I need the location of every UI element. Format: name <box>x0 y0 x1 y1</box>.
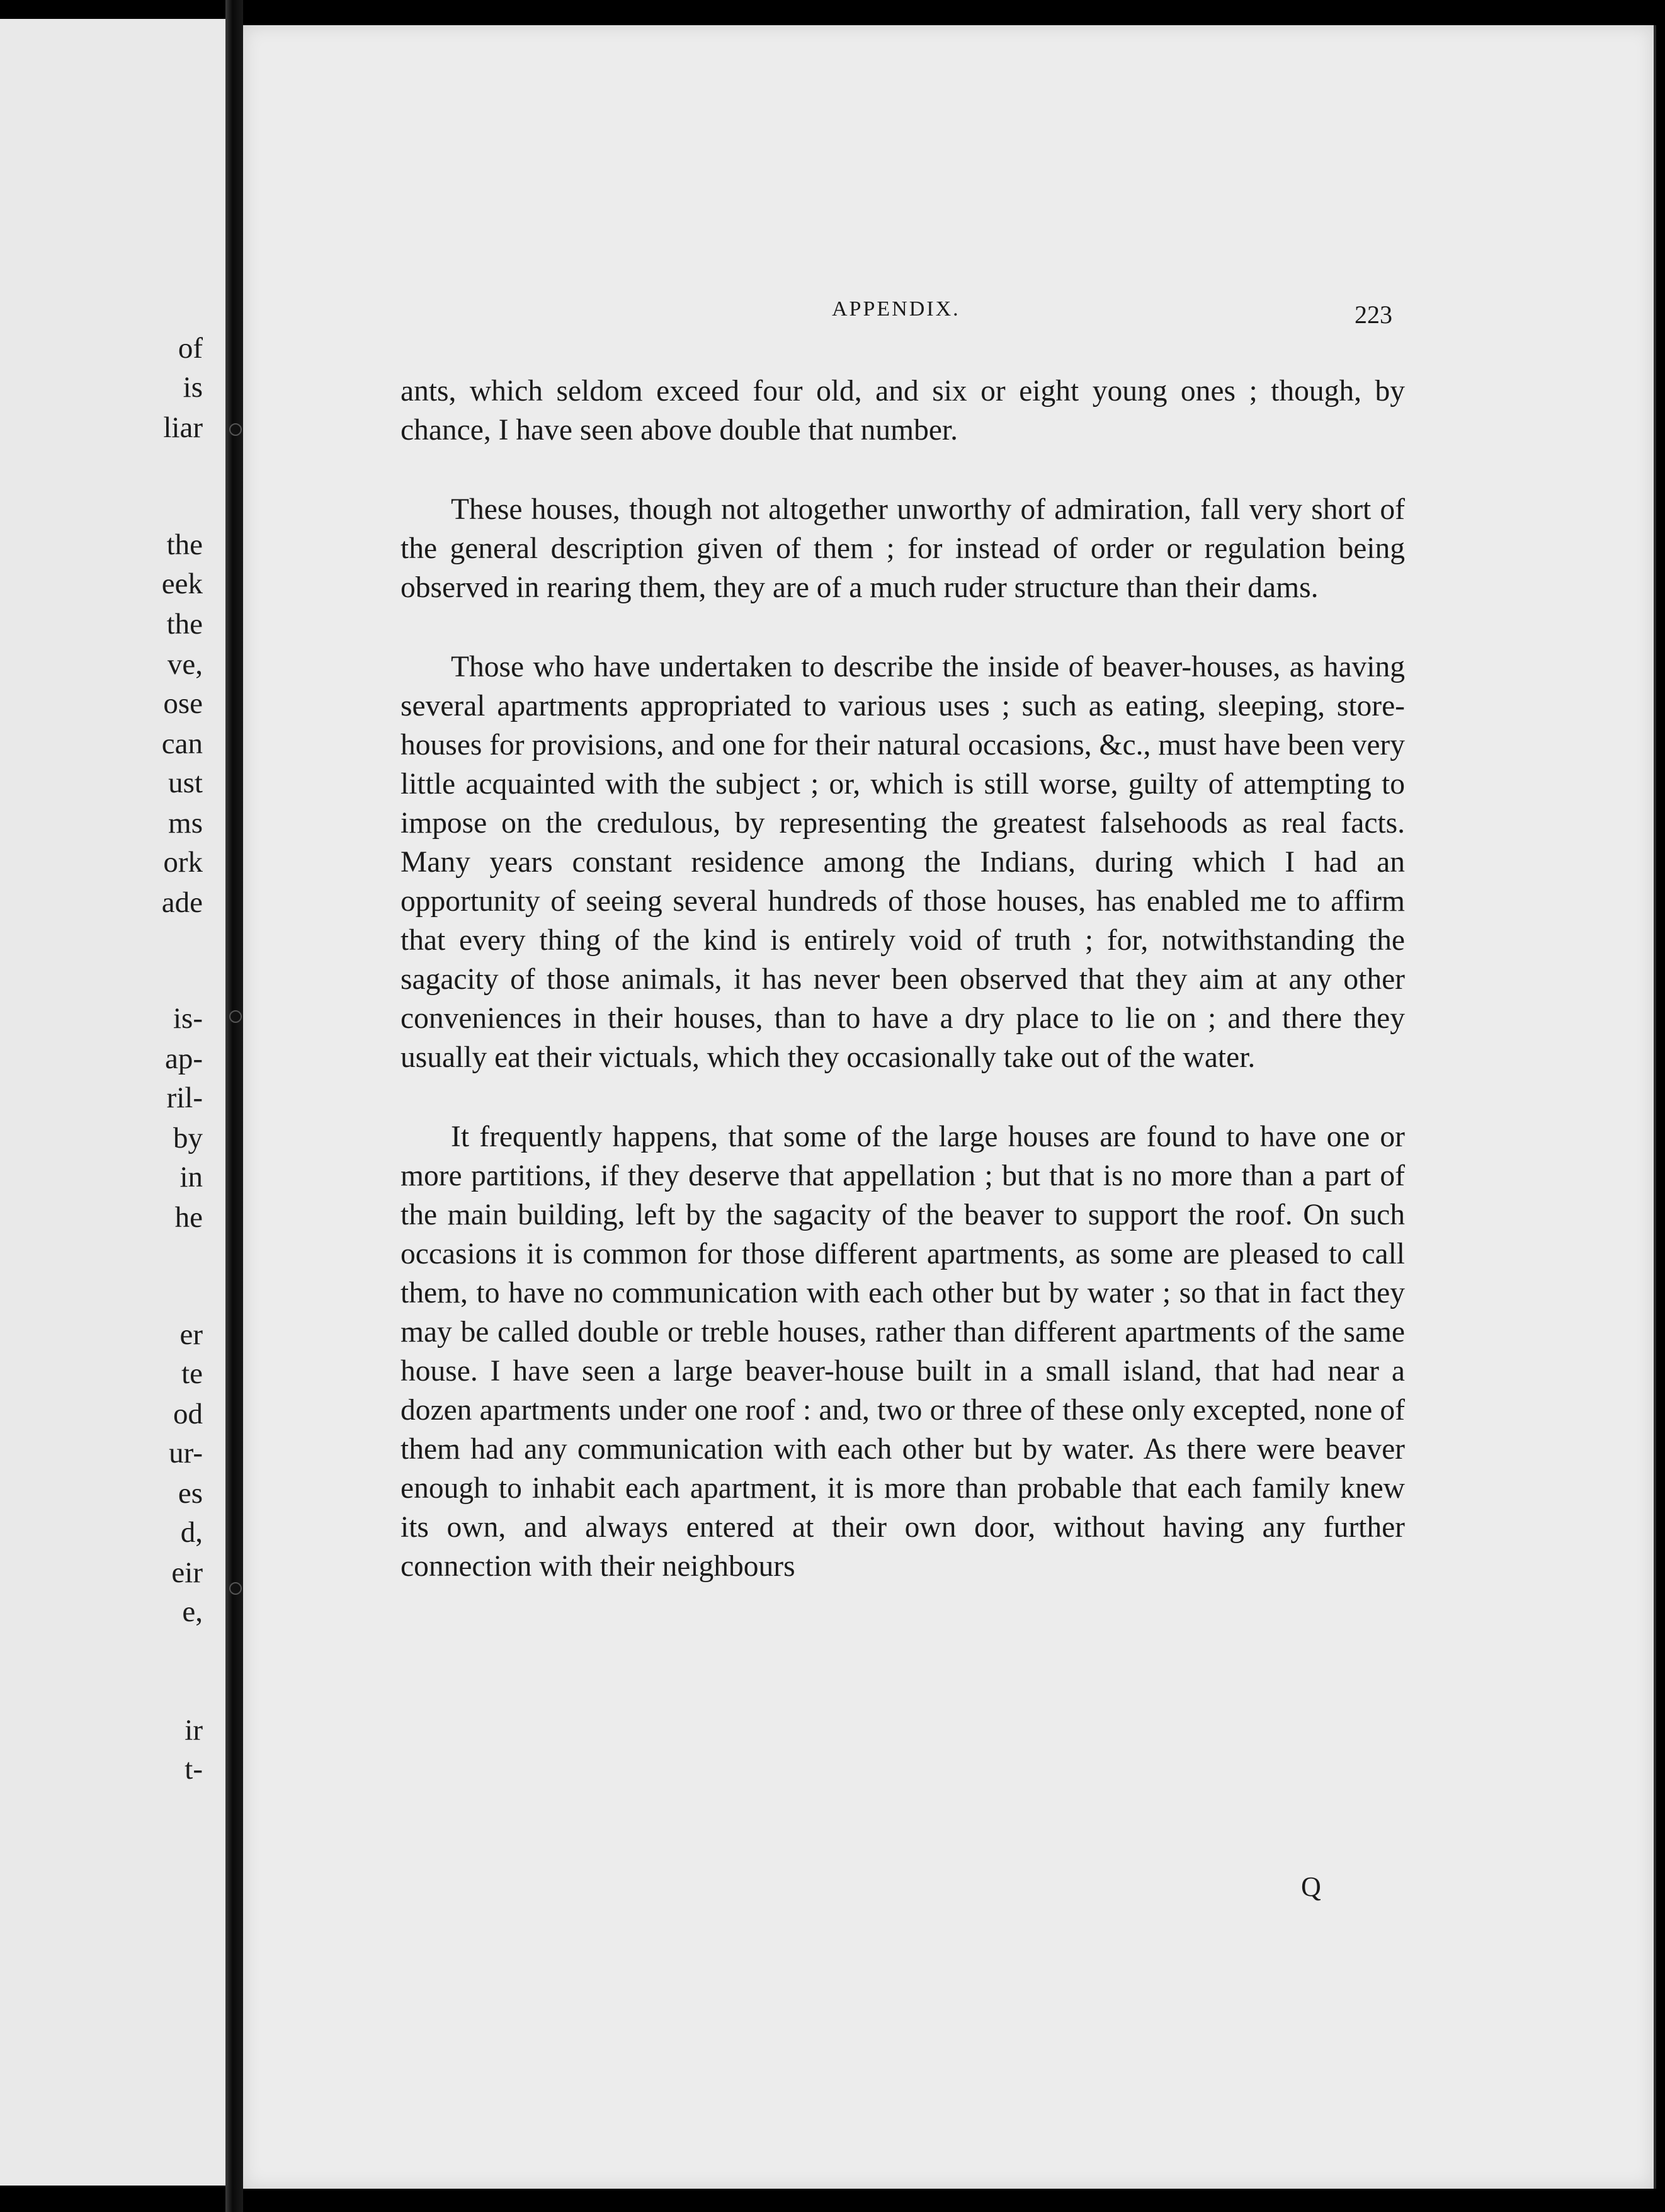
binding-stitch <box>229 1582 242 1595</box>
left-page-fragment: is- <box>173 1002 203 1035</box>
paragraph: ants, which seldom exceed four old, and six or eight young ones ; though, by chance, I have seen above double that number. <box>401 375 1405 447</box>
left-page-fragment: e, <box>182 1595 203 1628</box>
left-page-fragment: ir <box>185 1714 203 1747</box>
book-gutter <box>225 0 243 2212</box>
left-page-fragment: ur- <box>169 1437 203 1469</box>
book-page <box>243 25 1656 2189</box>
left-page-fragment: od <box>173 1398 203 1430</box>
left-page-edge <box>0 19 233 2186</box>
left-page-fragment: ms <box>168 807 203 840</box>
left-page-fragment: ust <box>168 767 203 799</box>
left-page-fragment: ade <box>161 886 203 919</box>
left-page-fragment: is <box>183 371 203 404</box>
signature-mark: Q <box>1301 1871 1321 1902</box>
left-page-fragment: ve, <box>167 648 203 681</box>
left-page-fragment: te <box>181 1357 203 1390</box>
paragraph: Those who have undertaken to describe the inside of beaver-houses, as having several apartments appropriated to various uses ; such as eating, sleeping, store-houses for provisions, and one for their natural occasions, &c., must have been very little acquainted with the subject ; or, which is still worse, guilty of attempting to impose on the credulous, by representing the greatest falsehoods as real facts. Many years constant residence among the Indians, during which I had an opportunity of seeing several hundreds of those houses, has enabled me to affirm that every thing of the kind is entirely void of truth ; for, notwithstanding the sagacity of those animals, it has never been observed that they aim at any other conveniences in their houses, than to have a dry place to lie on ; and there they usually eat their victuals, which they occasionally take out of the water. <box>401 651 1405 1074</box>
left-page-fragment: the <box>166 528 203 561</box>
left-page-fragment: eir <box>171 1556 203 1589</box>
left-page-fragment: the <box>166 608 203 641</box>
page-header <box>243 297 1654 335</box>
binding-stitch <box>229 1010 242 1023</box>
left-page-fragment: eek <box>161 567 203 600</box>
left-page-fragment: ril- <box>166 1081 203 1114</box>
left-page-fragment: ose <box>163 687 203 720</box>
running-head: APPENDIX. <box>832 297 960 321</box>
left-page-fragment: ork <box>163 846 203 879</box>
left-page-fragment: t- <box>185 1753 203 1786</box>
left-page-fragment: in <box>179 1161 203 1194</box>
binding-stitch <box>229 423 242 436</box>
left-page-fragment: he <box>174 1201 203 1234</box>
page-body <box>401 372 1405 1626</box>
paragraph: It frequently happens, that some of the large houses are found to have one or more partitions, if they deserve that appellation ; but that is no more than a part of the main building, left by the sagacity of the beaver to support the roof. On such occasions it is common for those different apartments, as some are pleased to call them, to have no communication with each other but by water ; so that in fact they may be called double or treble houses, rather than different apartments of the same house. I have seen a large beaver-house built in a small island, that had near a dozen apartments under one roof : and, two or three of these only excepted, none of them had any communication with each other but by water. As there were beaver enough to inhabit each apartment, it is more than probable that each family knew its own, and always entered at their own door, without having any further connection with their neighbours <box>401 1120 1405 1583</box>
paragraph: These houses, though not altogether unworthy of admiration, fall very short of the general description given of them ; for instead of order or regulation being observed in rearing them, they are of a much ruder structure than their dams. <box>401 493 1405 604</box>
left-page-fragment: by <box>173 1122 203 1154</box>
left-page-fragment: of <box>178 332 203 365</box>
left-page-fragment: d, <box>180 1516 203 1549</box>
left-page-fragment: er <box>179 1318 203 1351</box>
left-page-fragment: es <box>178 1477 203 1510</box>
left-page-fragment: can <box>161 727 203 760</box>
left-page-fragment: liar <box>163 411 203 444</box>
left-page-fragment: ap- <box>164 1042 203 1075</box>
page-number: 223 <box>1355 300 1392 329</box>
